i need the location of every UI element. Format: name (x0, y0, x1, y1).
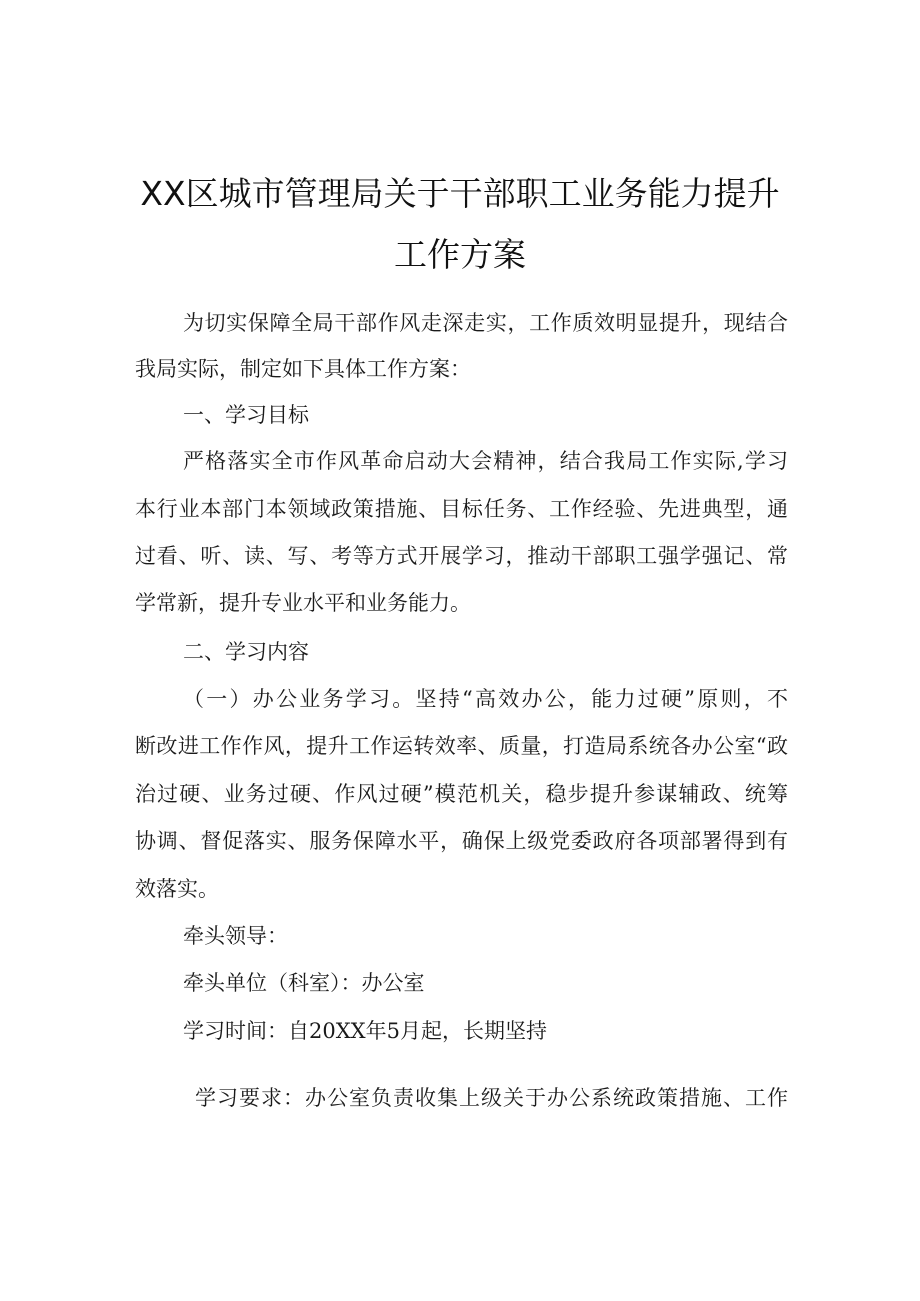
section-2-line-5: 效落实。 (135, 877, 219, 901)
section-1-line-4: 学常新，提升专业水平和业务能力。 (135, 591, 471, 615)
section-2-line-3: 治过硬、业务过硬、作风过硬”模范机关，稳步提升参谋辅政、统筹 (135, 782, 788, 806)
intro-line-1: 为切实保障全局干部作风走深走实，工作质效明显提升，现结合 (183, 311, 788, 335)
section-2-line-1: （一）办公业务学习。坚持“高效办公，能力过硬”原则，不 (183, 687, 788, 711)
document-title-line-1: XX区城市管理局关于干部职工业务能力提升 (140, 174, 780, 213)
lead-unit: 牵头单位（科室）：办公室 (183, 971, 425, 995)
section-1-line-3: 过看、听、读、写、考等方式开展学习，推动干部职工强学强记、常 (135, 544, 788, 568)
section-2-line-4: 协调、督促落实、服务保障水平，确保上级党委政府各项部署得到有 (135, 829, 788, 853)
intro-line-2: 我局实际，制定如下具体工作方案： (135, 357, 471, 381)
lead-leader: 牵头领导： (183, 924, 288, 948)
section-1-line-1: 严格落实全市作风革命启动大会精神，结合我局工作实际,学习 (183, 449, 788, 473)
document-title-line-2: 工作方案 (394, 235, 526, 274)
section-1-heading: 一、学习目标 (183, 403, 309, 427)
section-1-line-2: 本行业本部门本领域政策措施、目标任务、工作经验、先进典型，通 (135, 497, 788, 521)
study-requirement: 学习要求：办公室负责收集上级关于办公系统政策措施、工作 (195, 1086, 788, 1110)
section-2-line-2: 断改进工作作风，提升工作运转效率、质量，打造局系统各办公室“政 (135, 734, 788, 758)
section-2-heading: 二、学习内容 (183, 640, 309, 664)
study-time: 学习时间：自20XX年5月起，长期坚持 (183, 1019, 547, 1043)
